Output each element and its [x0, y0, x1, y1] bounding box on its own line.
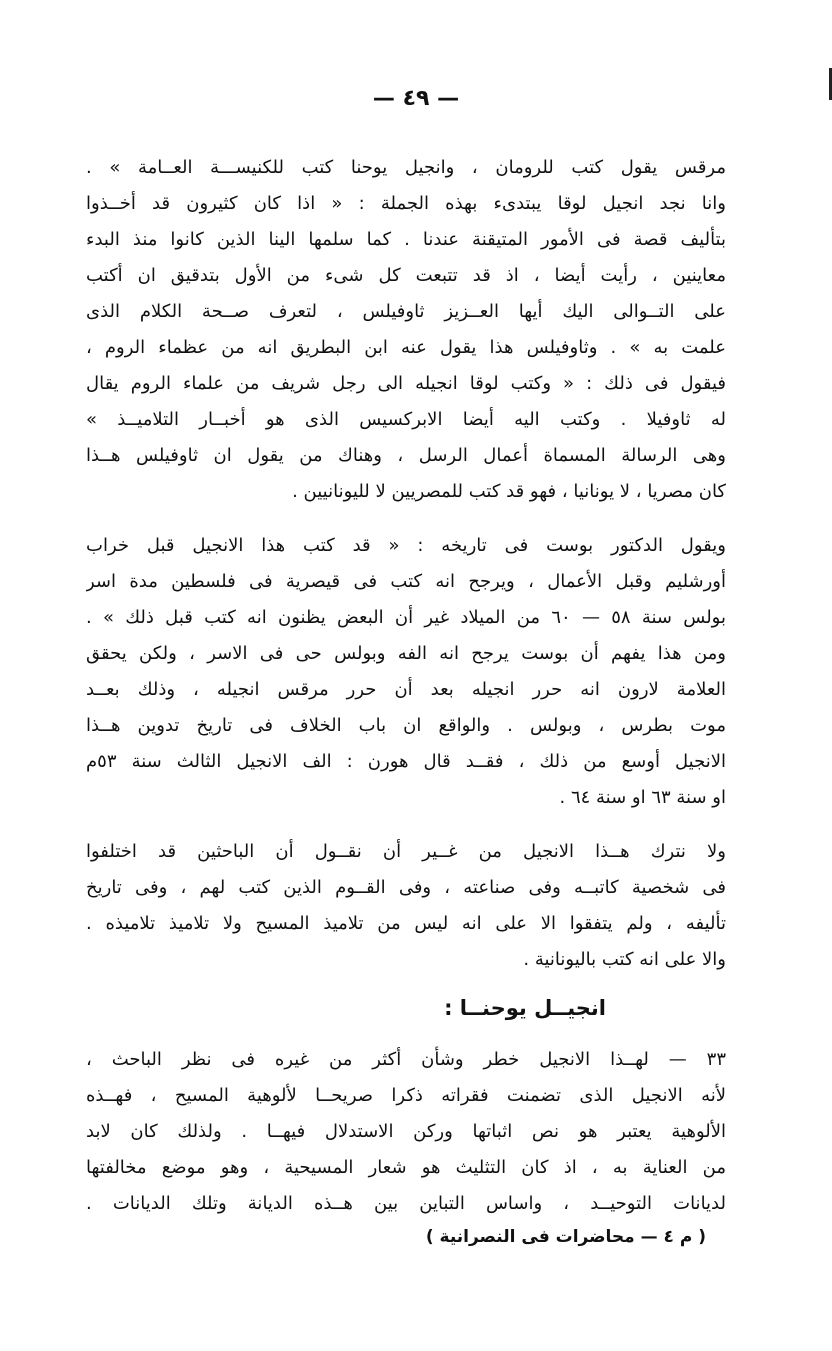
text-line: بتأليف قصة فى الأمور المتيقنة عندنا . كما سلمها الينا الذين كانوا منذ البدء: [86, 229, 726, 250]
text-line: الانجيل أوسع من ذلك ، فقــد قال هورن : الف الانجيل الثالث سنة ٥٣م: [86, 751, 726, 772]
text-line: او سنة ٦٣ او سنة ٦٤ .: [559, 787, 726, 808]
text-line: ٣٣ — لهــذا الانجيل خطر وشأن أكثر من غيره فى نظر الباحث ،: [86, 1049, 726, 1070]
text-line: ولا نترك هــذا الانجيل من غــير أن نقــول أن الباحثين قد اختلفوا: [86, 841, 726, 862]
text-line: والا على انه كتب باليونانية .: [523, 949, 726, 970]
page-footer: ( م ٤ — محاضرات فى النصرانية ): [425, 1227, 706, 1247]
text-line: لديانات التوحيــد ، واساس التباين بين هــذه الديانة وتلك الديانات .: [86, 1193, 726, 1214]
text-line: لأنه الانجيل الذى تضمنت فقراته ذكرا صريحــا لألوهية المسيح ، فهــذه: [86, 1085, 726, 1106]
text-line: على التــوالى اليك أيها العــزيز ثاوفيلس ، لتعرف صــحة الكلام الذى: [86, 301, 726, 322]
text-line: فيقول فى ذلك : « وكتب لوقا انجيله الى رجل شريف من علماء الروم يقال: [86, 373, 726, 394]
text-line: تأليفه ، ولم يتفقوا الا على انه ليس من تلاميذ المسيح ولا تلاميذ تلاميذه .: [86, 913, 726, 934]
text-line: مرقس يقول كتب للرومان ، وانجيل يوحنا كتب للكنيســـة العــامة » .: [86, 157, 726, 178]
text-line: من العناية به ، اذ كان التثليث هو شعار المسيحية ، وهو موضع مخالفتها: [86, 1157, 726, 1178]
text-line: فى شخصية كاتبــه وفى صناعته ، وفى القــوم الذين كتب لهم ، وفى تاريخ: [86, 877, 726, 898]
text-line: علمت به » . وثاوفيلس هذا يقول عنه ابن البطريق انه من عظماء الروم ،: [86, 337, 726, 358]
paragraph-gap: [86, 816, 726, 834]
text-line: كان مصريا ، لا يونانيا ، فهو قد كتب للمصريين لا لليونانيين .: [292, 481, 726, 502]
page-body: [86, 150, 726, 1252]
text-line: وانا نجد انجيل لوقا يبتدىء بهذه الجملة : « اذا كان كثيرون قد أخــذوا: [86, 193, 726, 214]
text-line: بولس سنة ٥٨ — ٦٠ من الميلاد غير أن البعض يظنون انه كتب قبل ذلك » .: [86, 607, 726, 628]
text-line: ويقول الدكتور بوست فى تاريخه : « قد كتب هذا الانجيل قبل خراب: [86, 535, 726, 556]
text-line: له ثاوفيلا . وكتب اليه أيضا الابركسيس الذى هو أخبــار التلاميــذ »: [86, 409, 726, 430]
text-line: أورشليم وقبل الأعمال ، ويرجح انه كتب فى قيصرية فى فلسطين مدة اسر: [86, 571, 726, 592]
paragraph: [86, 1042, 726, 1222]
text-line: معاينين ، رأيت أيضا ، اذ قد تتبعت كل شىء من الأول بتدقيق ان أكتب: [86, 265, 726, 286]
text-line: ومن هذا يفهم أن بوست يرجح انه الفه وبولس حى فى الاسر ، ولكن يحقق: [86, 643, 726, 664]
page-number: — ٤٩ —: [372, 86, 460, 111]
text-line: العلامة لارون انه حرر انجيله بعد أن حرر مرقس انجيله ، وذلك بعــد: [86, 679, 726, 700]
text-line: موت بطرس ، وبولس . والواقع ان باب الخلاف فى تاريخ تدوين هــذا: [86, 715, 726, 736]
text-line: الألوهية يعتبر هو نص اثباتها وركن الاستدلال فيهــا . ولذلك كان لابد: [86, 1121, 726, 1142]
paragraph: [86, 528, 726, 816]
paragraph: [86, 834, 726, 978]
paragraph: [86, 150, 726, 510]
section-heading: انجيــل يوحنــا :: [444, 996, 606, 1020]
paragraph-gap: [86, 510, 726, 528]
text-line: وهى الرسالة المسماة أعمال الرسل ، وهناك من يقول ان ثاوفيلس هــذا: [86, 445, 726, 466]
